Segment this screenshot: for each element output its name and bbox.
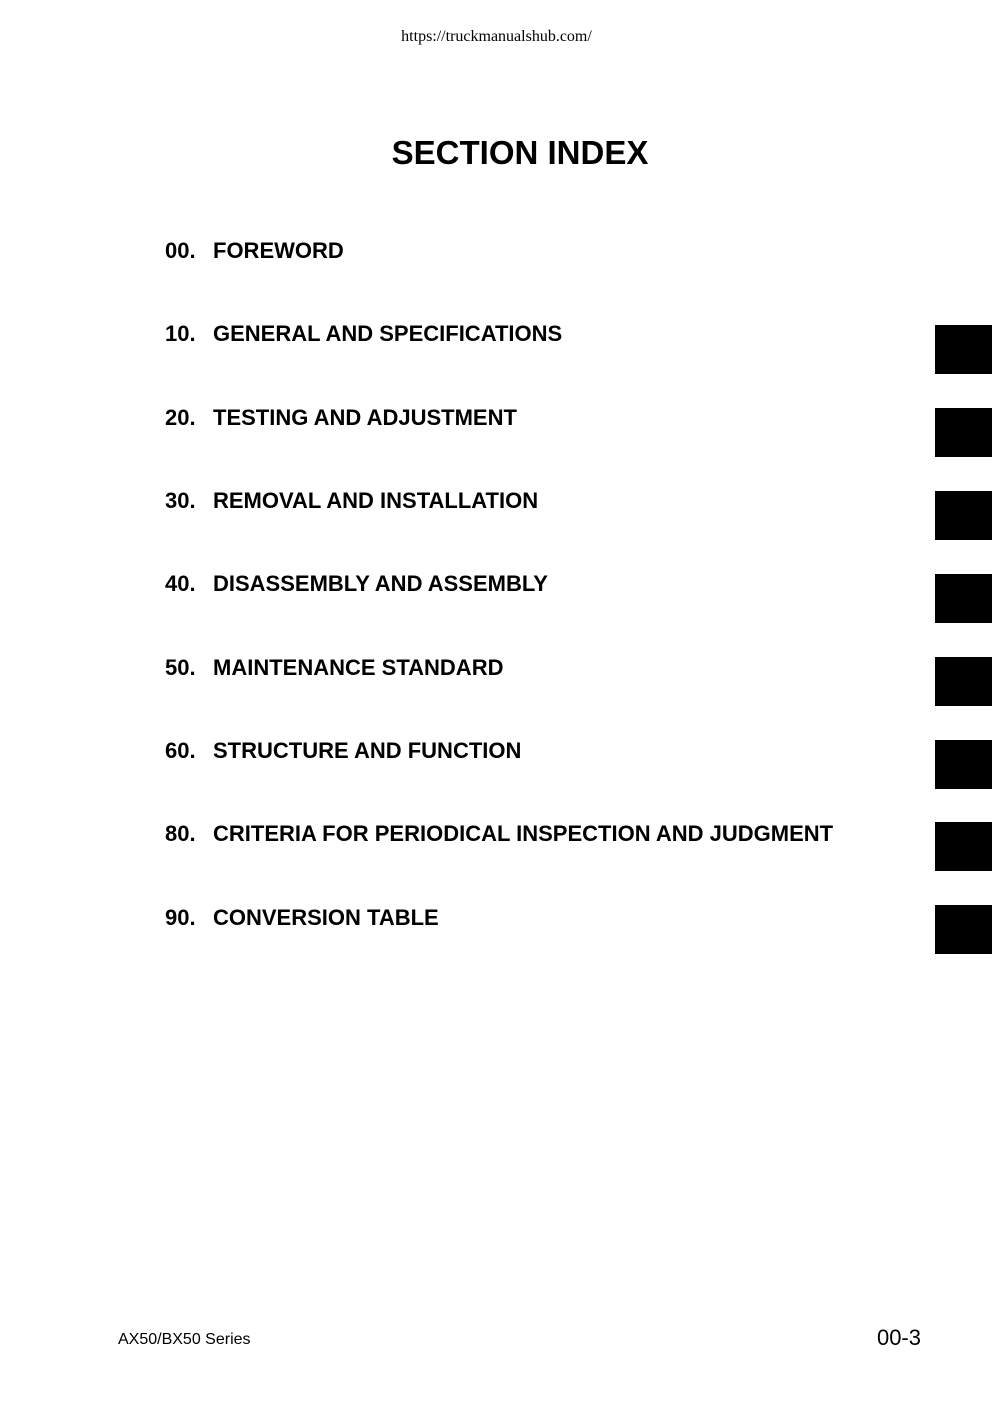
header-url[interactable]: https://truckmanualshub.com/ bbox=[401, 28, 592, 45]
section-number: 50. bbox=[165, 655, 196, 680]
section-label: STRUCTURE AND FUNCTION bbox=[213, 738, 522, 763]
section-item-removal[interactable] bbox=[165, 486, 538, 516]
section-label: REMOVAL AND INSTALLATION bbox=[213, 488, 539, 513]
section-item-disassembly[interactable] bbox=[165, 569, 548, 599]
section-number: 80. bbox=[165, 821, 196, 846]
thumb-tab-80[interactable] bbox=[935, 822, 992, 871]
section-item-conversion[interactable] bbox=[165, 903, 439, 933]
section-label: DISASSEMBLY AND ASSEMBLY bbox=[213, 571, 548, 596]
section-number: 00. bbox=[165, 238, 196, 263]
section-number: 40. bbox=[165, 571, 196, 596]
section-number: 10. bbox=[165, 321, 196, 346]
section-item-criteria[interactable] bbox=[165, 819, 833, 849]
section-number: 20. bbox=[165, 405, 196, 430]
thumb-tab-60[interactable] bbox=[935, 740, 992, 789]
thumb-tab-30[interactable] bbox=[935, 491, 992, 540]
section-item-foreword[interactable] bbox=[165, 236, 344, 266]
thumb-tab-50[interactable] bbox=[935, 657, 992, 706]
section-label: GENERAL AND SPECIFICATIONS bbox=[213, 321, 563, 346]
thumb-tab-40[interactable] bbox=[935, 574, 992, 623]
footer-page-number: 00-3 bbox=[876, 1325, 921, 1350]
section-label: FOREWORD bbox=[213, 238, 344, 263]
section-number: 90. bbox=[165, 905, 196, 930]
section-label: CRITERIA FOR PERIODICAL INSPECTION AND JUDGMENT bbox=[213, 821, 834, 846]
page-title: SECTION INDEX bbox=[391, 134, 649, 171]
thumb-tab-90[interactable] bbox=[935, 905, 992, 954]
section-item-maintenance[interactable] bbox=[165, 653, 503, 683]
thumb-tab-10[interactable] bbox=[935, 325, 992, 374]
section-item-testing[interactable] bbox=[165, 403, 517, 433]
thumb-tab-20[interactable] bbox=[935, 408, 992, 457]
footer-series: AX50/BX50 Series bbox=[118, 1331, 251, 1348]
section-item-general[interactable] bbox=[165, 319, 562, 349]
section-label: TESTING AND ADJUSTMENT bbox=[213, 405, 517, 430]
section-item-structure[interactable] bbox=[165, 736, 521, 766]
section-number: 30. bbox=[165, 488, 196, 513]
section-label: MAINTENANCE STANDARD bbox=[213, 655, 504, 680]
section-label: CONVERSION TABLE bbox=[213, 905, 439, 930]
section-number: 60. bbox=[165, 738, 196, 763]
